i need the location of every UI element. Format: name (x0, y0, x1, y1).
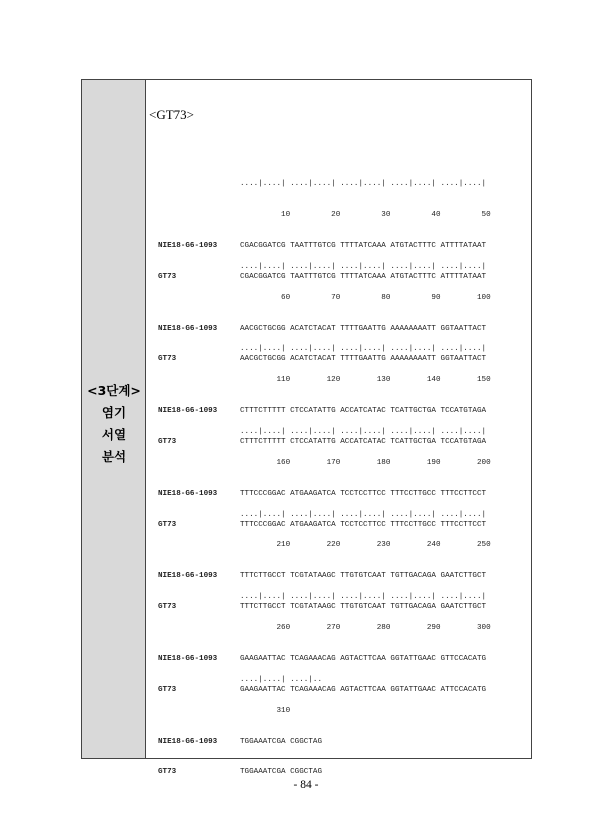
alignment-block (158, 241, 491, 364)
alignment-block (158, 159, 491, 281)
sequence-text: CGACGGATCG TAATTTGTCG TTTTATCAAA ATGTACTTTC ATTTTATAAT (240, 272, 487, 281)
sequence-text: TGGAAATCGA CGGCTAG (240, 737, 323, 746)
sequence-text: AACGCTGCGG ACATCTACAT TTTTGAATTG AAAAAAAATT GGTAATTACT (240, 355, 487, 364)
step-label-line4: 분석 (101, 449, 127, 464)
position-ruler: ....|....| ....|....| ....|....| ....|....| ....|....| (240, 262, 487, 271)
sequence-name: GT73 (158, 438, 177, 447)
sequence-name: NIE18-G6-1093 (158, 489, 218, 498)
alignment-block (158, 654, 491, 777)
sequence-text: CTTTCTTTTT CTCCATATTG ACCATCATAC TCATTGCTGA TCCATGTAGA (240, 407, 487, 416)
step-sidebar (82, 80, 146, 758)
sequence-name: GT73 (158, 685, 177, 694)
sequence-name: NIE18-G6-1093 (158, 737, 218, 746)
sequence-name: NIE18-G6-1093 (158, 324, 218, 333)
step-label-line1: <3단계> (87, 383, 141, 398)
sequence-text: GAAGAATTAC TCAGAAACAG AGTACTTCAA GGTATTGAAC GTTCCACATG (240, 654, 487, 663)
position-numbers: 110 120 130 140 150 (240, 376, 491, 385)
step-label (82, 380, 146, 468)
section-title: <GT73> (149, 107, 194, 122)
sequence-name: GT73 (158, 355, 177, 364)
position-ruler: ....|....| ....|.. (240, 675, 323, 684)
position-numbers: 310 (240, 706, 291, 715)
step-label-line3: 서열 (101, 427, 127, 442)
sequence-text: TTTCCCGGAC ATGAAGATCA TCCTCCTTCC TTTCCTTGCC TTTCCTTCCT (240, 520, 487, 529)
position-numbers: 60 70 80 90 100 (240, 293, 491, 302)
position-numbers: 260 270 280 290 300 (240, 624, 491, 633)
sequence-name: GT73 (158, 603, 177, 612)
sequence-text: CGACGGATCG TAATTTGTCG TTTTATCAAA ATGTACTTTC ATTTTATAAT (240, 241, 487, 250)
sequence-text: GAAGAATTAC TCAGAAACAG AGTACTTCAA GGTATTGAAC ATTCCACATG (240, 685, 487, 694)
alignment-block (158, 572, 491, 694)
position-ruler: ....|....| ....|....| ....|....| ....|....| ....|....| (240, 180, 487, 189)
position-numbers: 10 20 30 40 50 (240, 211, 491, 220)
sequence-text: TTTCTTGCCT TCGTATAAGC TTGTGTCAAT TGTTGACAGA GAATCTTGCT (240, 572, 487, 581)
position-numbers: 160 170 180 190 200 (240, 458, 491, 467)
sequence-text: CTTTCTTTTT CTCCATATTG ACCATCATAC TCATTGCTGA TCCATGTAGA (240, 438, 487, 447)
sequence-name: NIE18-G6-1093 (158, 241, 218, 250)
sequence-name: NIE18-G6-1093 (158, 407, 218, 416)
position-numbers: 210 220 230 240 250 (240, 541, 491, 550)
position-ruler: ....|....| ....|....| ....|....| ....|....| ....|....| (240, 510, 487, 519)
sequence-text: TTTCCCGGAC ATGAAGATCA TCCTCCTTCC TTTCCTTGCC TTTCCTTCCT (240, 489, 487, 498)
page-number: - 84 - (293, 779, 319, 791)
sequence-name: GT73 (158, 520, 177, 529)
sequence-text: TGGAAATCGA CGGCTAG (240, 768, 323, 777)
sequence-text: TTTCTTGCCT TCGTATAAGC TTGTGTCAAT TGTTGACAGA GAATCTTGCT (240, 603, 487, 612)
sequence-name: NIE18-G6-1093 (158, 572, 218, 581)
sequence-name: NIE18-G6-1093 (158, 654, 218, 663)
alignment-block (158, 489, 491, 612)
sequence-text: AACGCTGCGG ACATCTACAT TTTTGAATTG AAAAAAAATT GGTAATTACT (240, 324, 487, 333)
alignment-blocks (158, 138, 491, 777)
position-ruler: ....|....| ....|....| ....|....| ....|....| ....|....| (240, 427, 487, 436)
position-ruler: ....|....| ....|....| ....|....| ....|....| ....|....| (240, 345, 487, 354)
sequence-name: GT73 (158, 768, 177, 777)
step-label-line2: 염기 (101, 405, 127, 420)
sequence-name: GT73 (158, 272, 177, 281)
alignment-block (158, 406, 491, 529)
alignment-block (158, 324, 491, 447)
position-ruler: ....|....| ....|....| ....|....| ....|....| ....|....| (240, 593, 487, 602)
